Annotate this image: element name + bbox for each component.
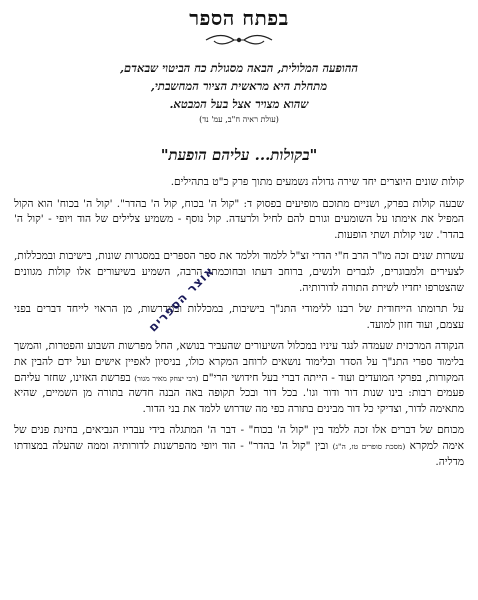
- epigraph-line: ההופעה המלולית, הבאה מסגולת כח הביטוי שבאדם,: [119, 61, 359, 75]
- decorative-flourish-icon: [204, 33, 274, 47]
- paragraph: קולות שונים היוצרים יחד שירה גדולה נשמעים מתוך פרק כ"ט בתהילים.: [170, 176, 464, 188]
- paragraph-text: לדורותיה וממה שהעלה במצודתו מדליה.: [14, 439, 464, 468]
- paragraph: על תרומתו הייחודית של רבנו ללימודי התנ"ך בישיבות, במכללות ובמדרשות, מן הראוי לייחד דברים בפני עצמם, ועוד חזון למועד.: [14, 303, 464, 331]
- epigraph-line: מתחלת היא מראשית הציור המחשבתי,: [150, 79, 328, 93]
- paragraph-text: הנקודה המרכזית שעמדה לנגד עיניו במכלול השיעורים שהעביר בנושא, החל מפרשות השבוע והפטרות, והמשך בלימוד ספרי התנ"ך על הסדר ובלימוד נושאים לרוחב המקרא כולו, בניסיון לאפיין אישים ועל ידם להבין את המקורות, בפרקי המועדים ועוד - הייתה דברי בעל חידושי הרי"ם: [14, 340, 464, 384]
- paragraph: עשרות שנים זכה מו"ר הרב ח"י הדרי זצ"ל ללמוד וללמד את ספר הספרים במסגרות שונות, בישיבות ובמכללות, לצעירים ולמבוגרים, לגברים ולנשים, ברוחב דעתו ובחוכמתו הרבה, השמיע בשיעורים אלו קולות מגוונים שהצטרפו יחדיו לשירת התורה לדורותיה.: [14, 250, 464, 294]
- paragraph-text: בינו שנות דור ודור וגו'. בכל דור ובכל תקופה באה הבנה חדשה בתורה מן השמיים, שהיא מתאימה לדור, וצדיקי כל דור מבינים בתורה כפי מה שדרוש ללמד את בני הדור.: [14, 387, 464, 415]
- paragraph: [14, 423, 464, 470]
- watermark-stamp: אוצר הספרים: [145, 263, 217, 335]
- body-text: [14, 175, 464, 470]
- section-title: "בקולות... עליהם הופעת": [160, 146, 318, 164]
- paragraph-text: ובין "קול ה' בהדר" - הוד ויופי מהפרשנות: [153, 439, 329, 452]
- inline-reference: (רבי יצחק מאיר מגור): [134, 373, 199, 383]
- paragraph: שבעה קולות בפרק, ושניים מתוכם מופיעים בפסוק ד: "קול ה' בכוח, קול ה' בהדר". 'קול ה' בכוח' הוא הקול המפיל את אימתו על השומעים וגורם להם לחיל ולרעדה. קול נוסף - משמיע צלילים של הוד ויופי - 'קול ה' בהדר'. שני קולות ושתי הופעות.: [14, 197, 464, 241]
- paragraph: [14, 339, 464, 417]
- page-title: בפתח הספר: [189, 6, 289, 30]
- paragraph-text: בפרשת האזינו, שחזר עליהם פעמים רבות:: [14, 371, 465, 400]
- book-page: [14, 0, 464, 600]
- epigraph-line: שהוא מצויר אצל בעל המבטא.: [169, 97, 309, 111]
- epigraph: [14, 59, 464, 113]
- paragraph-text: מכוחם של דברים אלו זכה ללמד בין "קול ה' בכוח" - דבר ה' המתגלה בידי עבדיו הנביאים, בחינת פנים של אימה למקרא: [14, 424, 465, 452]
- inline-reference: (מסכת סופרים טז, ה"ג): [332, 441, 406, 451]
- epigraph-source: (עולת ראיה ח"ב, עמ' נד): [199, 115, 279, 124]
